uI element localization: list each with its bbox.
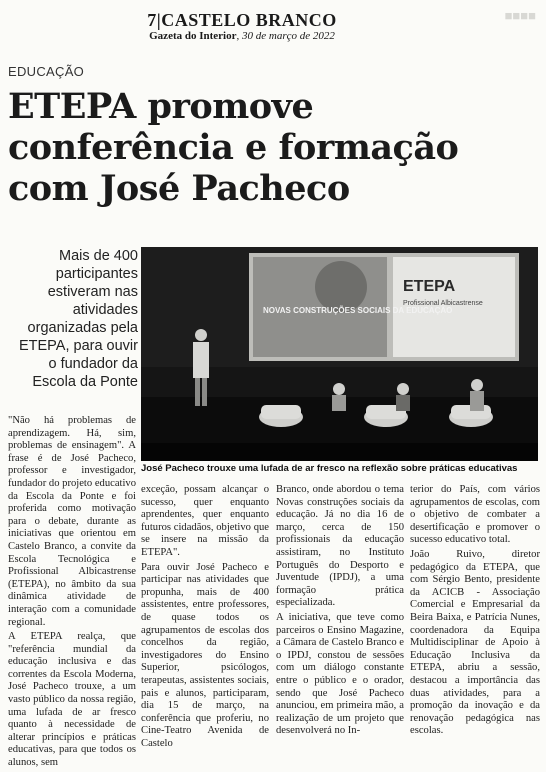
screen-logo-right: ETEPA [403,278,456,295]
lead-paragraph: Mais de 400 participantes estiveram nas atividades organizadas pela ETEPA, para ouvir o fundador da Escola da Ponte [18,248,138,390]
page-number-and-region: 7|CASTELO BRANCO [147,10,337,30]
headline-line-3: com José Pacheco [8,168,350,209]
section-label: EDUCAÇÃO [8,64,85,79]
paragraph: "Não há problemas de aprendizagem. Há, sim, problemas de ensinagem". A frase é de José Pacheco, professor e investigador, fundador do projeto educativo da Escola da Ponte e foi proferida como motivação para o debate, durante as iniciativas que orientou em Castelo Branco, a convite da Escola Tecnológica e Profissional Albicastrense (ETEPA), no âmbito da sua dinâmica atividade de interação com a comunidade regional. [8,415,136,628]
body-column-4 [410,484,540,740]
paragraph: Para ouvir José Pacheco e participar nas atividades que propunha, mais de 400 assistentes, entre professores, de quase todos os agrupamentos de escolas dos concelhos da região, investigadores do Ensino Superior, psicólogos, terapeutas, assistentes sociais, pais e alunos, participaram, dia 15 de março, na conferência que proferiu, no Cine-Teatro Avenida de Castelo [141,561,269,749]
paragraph: Branco, onde abordou o tema Novas construções sociais da educação. Já no dia 16 de março, cerca de 150 profissionais da educação assistiram, no Instituto Português do Desporto e Juventude (IPDJ), a uma formação prática especializada. [276,484,404,609]
headline-line-1: ETEPA promove [8,86,314,127]
paragraph: exceção, possam alcançar o sucesso, quer enquanto aprendentes, quer enquanto futuros cidadãos, objetivo que se insere na missão da ETEPA". [141,484,269,558]
article-headline [8,86,478,209]
screen-subtitle-right: Profissional Albicastrense [403,300,483,307]
body-column-1 [8,415,136,772]
paragraph: A iniciativa, que teve como parceiros o Ensino Magazine, a Câmara de Castelo Branco e o IPDJ, constou de sessões com um diálogo constante entre o público e o orador, sendo que José Pacheco anunciou, em primeira mão, a realização de um projeto que desenvolverá no In- [276,611,404,737]
paragraph: João Ruivo, diretor pedagógico da ETEPA, que com Sérgio Bento, presidente da ACICB - Associação Comercial e Empresarial da Beira Baixa, e Patrícia Nunes, coordenadora da Equipa Multidisciplinar de Apoio à Educação Inclusiva da ETEPA, abriu a sessão, destacou a importância das duas atividades, para a promoção da inovação e da renovação pedagógica nas escolas. [410,548,540,737]
publication-date: , 30 de março de 2022 [236,30,335,42]
paragraph: A ETEPA realça, que "referência mundial da educação inclusiva e das correntes da Escola Moderna, José Pacheco trouxe, a um vasto público da nossa região, uma lufada de ar fresco quanto à necessidade de alterar princípios e práticas educativas, para que todos os alunos, sem [8,631,136,769]
publication-name: Gazeta do Interior [149,30,237,42]
body-column-3 [276,484,404,740]
paragraph: terior do País, com vários agrupamentos de escolas, com o objetivo de combater a desertificação e promover o sucesso educativo total. [410,484,540,546]
photo-caption: José Pacheco trouxe uma lufada de ar fresco na reflexão sobre práticas educativas [141,463,518,474]
headline-line-2: conferência e formação [8,127,459,168]
masthead [142,10,342,43]
conference-stage-illustration [141,247,538,461]
article-photo [141,247,538,461]
publication-line [142,30,342,43]
bleed-through-text: ■■■■ [504,8,536,23]
screen-title-left: NOVAS CONSTRUÇÕES SOCIAIS DA EDUCAÇÃO [263,306,453,315]
body-column-2 [141,484,269,752]
